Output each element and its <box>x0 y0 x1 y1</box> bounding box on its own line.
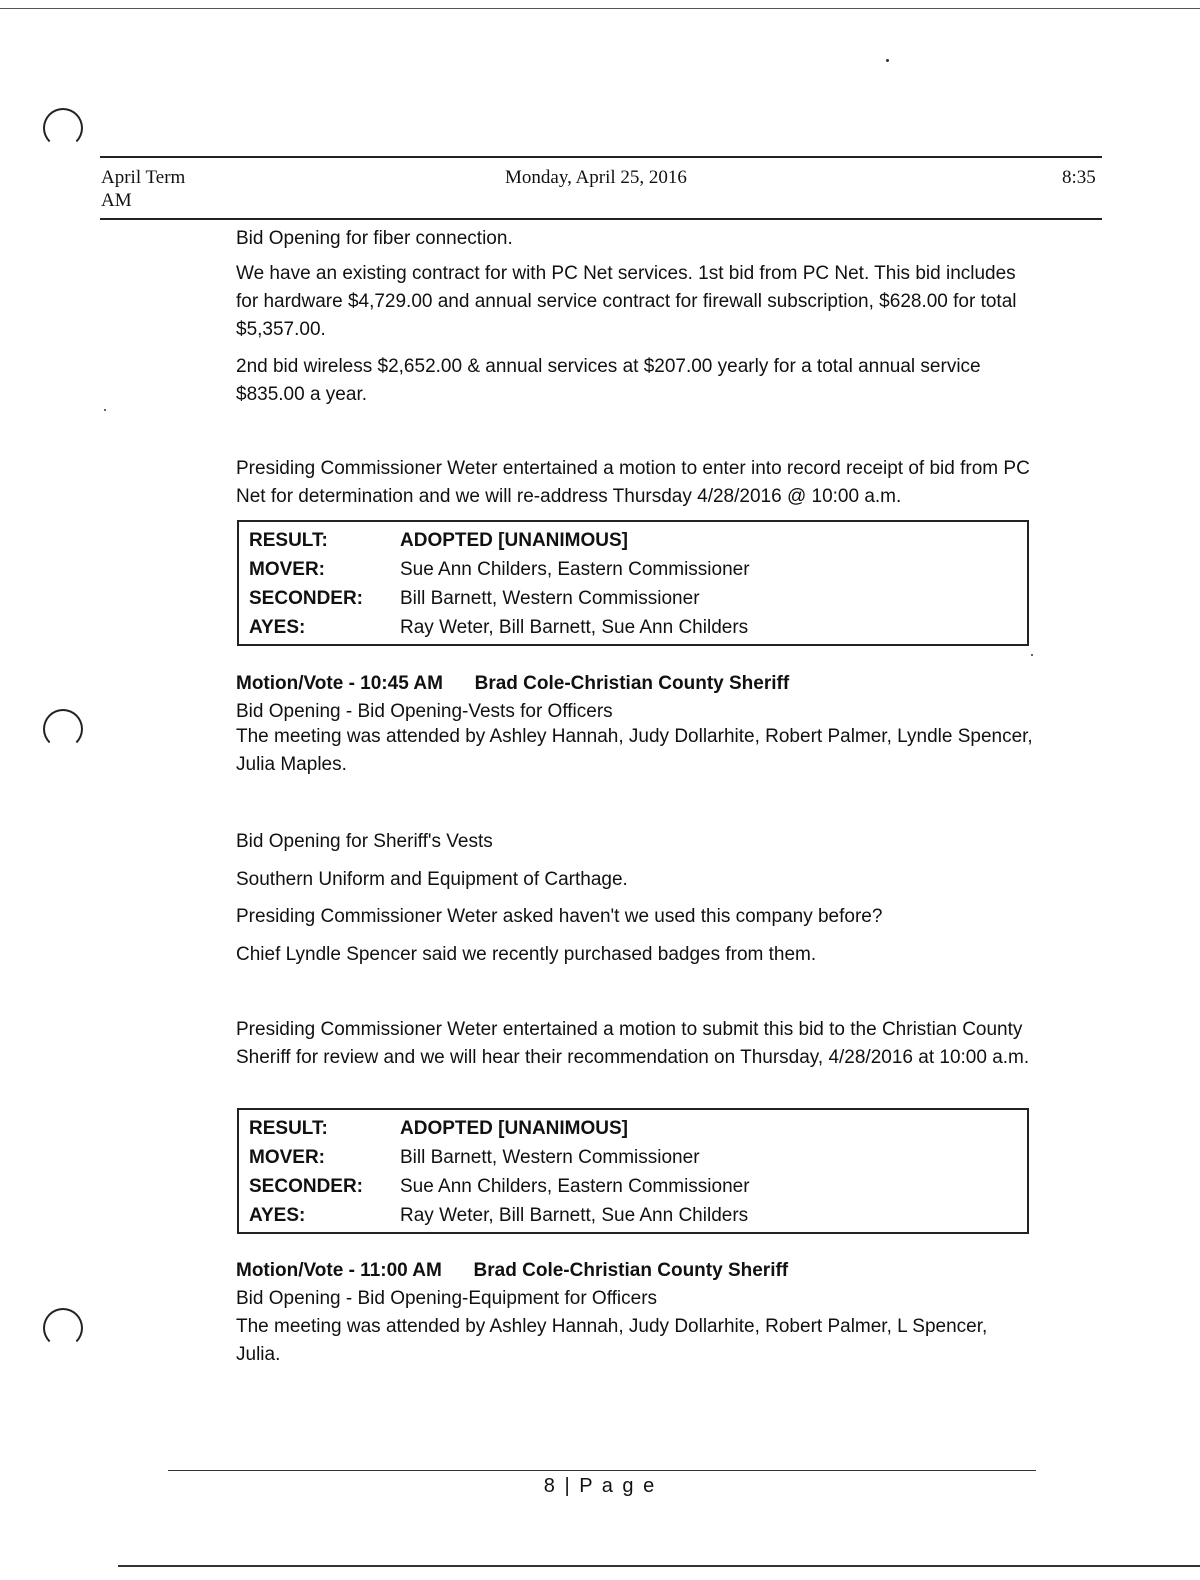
vote-label: AYES: <box>249 617 306 638</box>
vote-result-box-1 <box>237 520 1029 646</box>
scan-speck <box>1031 654 1033 656</box>
vote-row-seconder <box>249 584 1017 613</box>
vote-label: SECONDER: <box>249 1176 364 1197</box>
vote-row-result <box>249 526 1017 555</box>
section2-line-3: Chief Lyndle Spencer said we recently purchased badges from them. <box>236 944 817 965</box>
header-date: Monday, April 25, 2016 <box>505 167 687 188</box>
section2-heading: Bid Opening for Sheriff's Vests <box>236 831 493 852</box>
vote-label: SECONDER: <box>249 588 364 609</box>
vote-row-result <box>249 1114 1017 1143</box>
vote-value: ADOPTED [UNANIMOUS] <box>400 530 628 551</box>
header-term-suffix: AM <box>101 190 132 211</box>
section2-title-name: Brad Cole-Christian County Sheriff <box>474 673 790 694</box>
section2-title-time: Motion/Vote - 10:45 AM <box>236 673 443 694</box>
binder-hole-icon <box>43 709 83 749</box>
vote-value: Sue Ann Childers, Eastern Commissioner <box>400 1176 750 1197</box>
vote-value: Sue Ann Childers, Eastern Commissioner <box>400 559 750 580</box>
header-top-rule <box>100 156 1102 158</box>
scan-speck <box>886 59 889 62</box>
vote-label: MOVER: <box>249 559 325 580</box>
scan-bottom-edge <box>118 1565 1200 1567</box>
section3-subtitle: Bid Opening - Bid Opening-Equipment for Officers <box>236 1288 658 1309</box>
section1-paragraph-2: 2nd bid wireless $2,652.00 & annual services at $207.00 yearly for a total annual service $835.00 a year. <box>236 356 981 405</box>
vote-value: ADOPTED [UNANIMOUS] <box>400 1118 628 1139</box>
section3-title-name: Brad Cole-Christian County Sheriff <box>473 1260 789 1281</box>
vote-row-mover <box>249 1143 1017 1172</box>
vote-value: Ray Weter, Bill Barnett, Sue Ann Childers <box>400 617 749 638</box>
section1-paragraph-1: We have an existing contract for with PC Net services. 1st bid from PC Net. This bid includes for hardware $4,729.00 and annual service contract for firewall subscription, $628.00 for total $5,357.00. <box>236 263 1017 340</box>
section2-subtitle: Bid Opening - Bid Opening-Vests for Officers <box>236 701 613 722</box>
section2-attendance: The meeting was attended by Ashley Hannah, Judy Dollarhite, Robert Palmer, Lyndle Spencer, Julia Maples. <box>236 726 1033 775</box>
header-bottom-rule <box>100 218 1102 220</box>
vote-result-box-2 <box>237 1108 1029 1234</box>
section2-title <box>236 670 1036 698</box>
footer-rule <box>168 1470 1036 1471</box>
section3-attendance: The meeting was attended by Ashley Hannah, Judy Dollarhite, Robert Palmer, L Spencer, Julia. <box>236 1316 988 1365</box>
section2-line-2: Presiding Commissioner Weter asked haven't we used this company before? <box>236 906 883 927</box>
vote-value: Bill Barnett, Western Commissioner <box>400 588 700 609</box>
header-term: April Term <box>101 167 186 188</box>
scan-speck <box>104 409 106 411</box>
vote-label: MOVER: <box>249 1147 325 1168</box>
section2-motion: Presiding Commissioner Weter entertained a motion to submit this bid to the Christian County Sheriff for review and we will hear their recommendation on Thursday, 4/28/2016 at 10:00 a.m. <box>236 1019 1030 1068</box>
section3-title <box>236 1257 1036 1285</box>
header-time: 8:35 <box>1062 167 1096 188</box>
section1-heading: Bid Opening for fiber connection. <box>236 228 513 249</box>
vote-label: RESULT: <box>249 530 328 551</box>
binder-hole-icon <box>43 108 83 148</box>
section1-motion: Presiding Commissioner Weter entertained a motion to enter into record receipt of bid from PC Net for determination and we will re-address Thursday 4/28/2016 @ 10:00 a.m. <box>236 458 1030 507</box>
section3-title-time: Motion/Vote - 11:00 AM <box>236 1260 442 1281</box>
vote-row-ayes <box>249 613 1017 642</box>
vote-label: AYES: <box>249 1205 306 1226</box>
vote-label: RESULT: <box>249 1118 328 1139</box>
vote-value: Ray Weter, Bill Barnett, Sue Ann Childers <box>400 1205 749 1226</box>
section2-line-1: Southern Uniform and Equipment of Carthage. <box>236 869 628 890</box>
binder-hole-icon <box>43 1308 83 1348</box>
vote-row-ayes <box>249 1201 1017 1230</box>
vote-row-seconder <box>249 1172 1017 1201</box>
scan-top-edge <box>0 8 1200 9</box>
vote-row-mover <box>249 555 1017 584</box>
vote-value: Bill Barnett, Western Commissioner <box>400 1147 700 1168</box>
page-number: 8 | P a g e <box>543 1475 657 1497</box>
